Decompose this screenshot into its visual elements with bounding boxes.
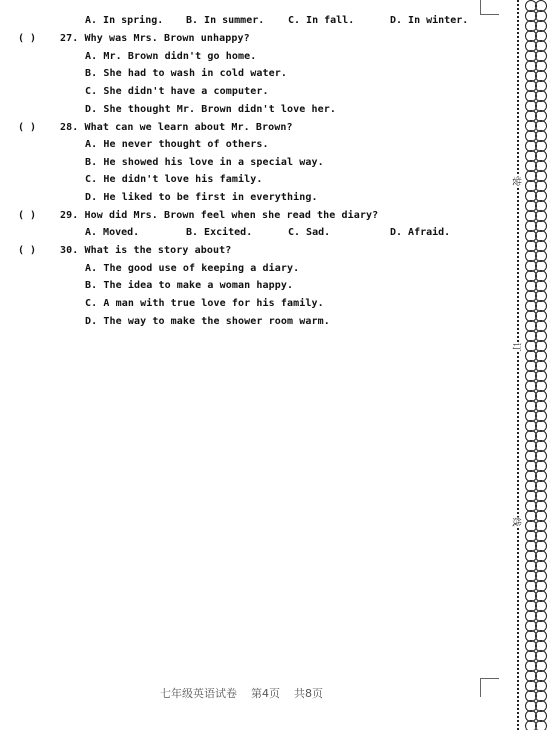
chain-ring — [526, 351, 537, 362]
chain-ring — [526, 541, 537, 552]
chain-ring — [526, 471, 537, 482]
chain-ring — [536, 631, 547, 642]
q26-option-c: C. In fall. — [288, 15, 355, 26]
chain-ring — [536, 161, 547, 172]
chain-ring — [526, 41, 537, 52]
chain-ring — [526, 111, 537, 122]
chain-ring — [526, 561, 537, 572]
chain-ring — [526, 1, 537, 12]
chain-ring — [526, 601, 537, 612]
chain-ring — [536, 211, 547, 222]
chain-ring — [526, 201, 537, 212]
chain-ring — [536, 461, 547, 472]
chain-ring — [536, 341, 547, 352]
chain-ring — [526, 361, 537, 372]
chain-ring — [536, 661, 547, 672]
chain-ring — [536, 331, 547, 342]
chain-ring — [536, 531, 547, 542]
chain-ring — [526, 711, 537, 722]
chain-ring — [536, 491, 547, 502]
crop-mark-top — [480, 0, 499, 15]
chain-ring — [526, 211, 537, 222]
chain-ring — [526, 501, 537, 512]
chain-ring — [536, 711, 547, 722]
chain-ring — [536, 21, 547, 32]
chain-ring — [536, 101, 547, 112]
chain-ring — [536, 281, 547, 292]
chain-ring — [526, 11, 537, 22]
chain-ring — [536, 271, 547, 282]
chain-ring — [536, 141, 547, 152]
question-27-option-c: C. She didn't have a computer. — [85, 86, 269, 97]
binding-mark-zhuang: 装 — [510, 176, 521, 186]
chain-ring — [526, 591, 537, 602]
chain-ring — [536, 581, 547, 592]
chain-ring — [526, 311, 537, 322]
question-27-stem: 27. Why was Mrs. Brown unhappy? — [60, 33, 250, 44]
chain-ring — [536, 321, 547, 332]
chain-ring — [526, 401, 537, 412]
answer-blank-29[interactable]: ( ) — [18, 210, 37, 221]
chain-ring — [526, 671, 537, 682]
chain-ring — [526, 181, 537, 192]
chain-ring — [536, 151, 547, 162]
binding-mark-xian: 线 — [510, 517, 521, 527]
chain-ring — [526, 101, 537, 112]
chain-ring — [536, 431, 547, 442]
chain-ring — [536, 501, 547, 512]
chain-ring — [526, 131, 537, 142]
chain-ring — [526, 171, 537, 182]
chain-ring — [536, 591, 547, 602]
chain-ring — [536, 171, 547, 182]
question-29-option-d: D. Afraid. — [390, 227, 451, 238]
chain-ring — [526, 251, 537, 262]
chain-ring — [536, 601, 547, 612]
chain-ring — [536, 261, 547, 272]
chain-ring — [526, 651, 537, 662]
chain-ring — [536, 651, 547, 662]
question-27-option-d: D. She thought Mr. Brown didn't love her. — [85, 104, 336, 115]
question-30-option-c: C. A man with true love for his family. — [85, 298, 324, 309]
chain-ring — [536, 671, 547, 682]
question-28-stem: 28. What can we learn about Mr. Brown? — [60, 122, 293, 133]
chain-ring — [526, 571, 537, 582]
chain-ring — [526, 391, 537, 402]
chain-ring — [526, 241, 537, 252]
question-30-option-d: D. The way to make the shower room warm. — [85, 316, 330, 327]
chain-ring — [526, 141, 537, 152]
chain-ring — [526, 91, 537, 102]
q26-option-d: D. In winter. — [390, 15, 469, 26]
question-30-option-b: B. The idea to make a woman happy. — [85, 280, 294, 291]
question-27-option-a: A. Mr. Brown didn't go home. — [85, 51, 257, 62]
chain-ring — [526, 611, 537, 622]
chain-ring — [526, 291, 537, 302]
chain-ring — [536, 561, 547, 572]
chain-ring — [526, 491, 537, 502]
question-28-option-b: B. He showed his love in a special way. — [85, 157, 324, 168]
chain-ring — [536, 81, 547, 92]
chain-ring — [526, 261, 537, 272]
chain-ring — [536, 571, 547, 582]
crop-mark-bottom — [480, 678, 499, 697]
chain-ring — [536, 121, 547, 132]
chain-ring — [526, 341, 537, 352]
chain-ring — [536, 31, 547, 42]
chain-ring — [536, 241, 547, 252]
answer-blank-30[interactable]: ( ) — [18, 245, 37, 256]
chain-ring — [526, 511, 537, 522]
question-29-option-c: C. Sad. — [288, 227, 331, 238]
chain-ring — [526, 331, 537, 342]
chain-ring — [536, 221, 547, 232]
question-29-stem: 29. How did Mrs. Brown feel when she read the diary? — [60, 210, 379, 221]
chain-ring — [526, 21, 537, 32]
chain-ring — [536, 201, 547, 212]
chain-ring — [536, 401, 547, 412]
chain-ring — [536, 41, 547, 52]
chain-ring — [536, 471, 547, 482]
chain-ring — [526, 531, 537, 542]
chain-ring — [536, 91, 547, 102]
binding-dotted-line — [517, 0, 519, 730]
chain-ring — [526, 281, 537, 292]
chain-ring — [536, 391, 547, 402]
chain-ring — [526, 61, 537, 72]
question-29-option-b: B. Excited. — [186, 227, 253, 238]
chain-ring — [526, 81, 537, 92]
chain-ring — [536, 701, 547, 712]
chain-border-decoration — [524, 0, 549, 730]
chain-ring — [536, 181, 547, 192]
chain-ring — [536, 451, 547, 462]
chain-ring — [536, 371, 547, 382]
chain-ring — [536, 231, 547, 242]
chain-ring — [526, 151, 537, 162]
chain-ring — [526, 521, 537, 532]
q26-option-b: B. In summer. — [186, 15, 265, 26]
chain-ring — [536, 301, 547, 312]
chain-ring — [526, 51, 537, 62]
answer-blank-28[interactable]: ( ) — [18, 122, 37, 133]
chain-ring — [526, 581, 537, 592]
chain-ring — [526, 621, 537, 632]
chain-ring — [526, 161, 537, 172]
question-28-option-a: A. He never thought of others. — [85, 139, 269, 150]
chain-ring — [536, 291, 547, 302]
chain-ring — [536, 351, 547, 362]
chain-ring — [526, 271, 537, 282]
chain-ring — [536, 641, 547, 652]
chain-ring — [526, 661, 537, 672]
chain-ring — [536, 51, 547, 62]
binding-mark-ding: 订 — [510, 342, 521, 352]
q26-option-a: A. In spring. — [85, 15, 164, 26]
chain-ring — [526, 431, 537, 442]
chain-ring — [536, 511, 547, 522]
question-29-option-a: A. Moved. — [85, 227, 140, 238]
question-28-option-c: C. He didn't love his family. — [85, 174, 263, 185]
chain-ring — [526, 631, 537, 642]
chain-ring — [526, 371, 537, 382]
chain-ring — [526, 441, 537, 452]
chain-ring — [536, 1, 547, 12]
question-30-stem: 30. What is the story about? — [60, 245, 232, 256]
chain-ring — [536, 251, 547, 262]
chain-ring — [536, 441, 547, 452]
chain-ring — [536, 421, 547, 432]
chain-ring — [526, 381, 537, 392]
chain-ring — [536, 191, 547, 202]
page-footer: 七年级英语试卷 第4页 共8页 — [160, 687, 323, 700]
answer-blank-27[interactable]: ( ) — [18, 33, 37, 44]
chain-ring — [536, 311, 547, 322]
chain-ring — [526, 451, 537, 462]
chain-ring — [526, 191, 537, 202]
chain-ring — [526, 641, 537, 652]
chain-ring — [536, 621, 547, 632]
chain-ring — [526, 551, 537, 562]
chain-ring — [536, 681, 547, 692]
chain-ring — [526, 231, 537, 242]
chain-ring — [526, 481, 537, 492]
chain-ring — [526, 411, 537, 422]
question-30-option-a: A. The good use of keeping a diary. — [85, 263, 300, 274]
chain-ring — [536, 71, 547, 82]
question-27-option-b: B. She had to wash in cold water. — [85, 68, 287, 79]
question-28-option-d: D. He liked to be first in everything. — [85, 192, 318, 203]
chain-ring — [536, 61, 547, 72]
chain-ring — [536, 551, 547, 562]
chain-ring — [536, 521, 547, 532]
chain-ring — [536, 361, 547, 372]
chain-ring — [526, 221, 537, 232]
chain-ring — [526, 31, 537, 42]
chain-ring — [536, 541, 547, 552]
chain-ring — [526, 71, 537, 82]
chain-ring — [526, 461, 537, 472]
chain-ring — [526, 301, 537, 312]
chain-ring — [536, 481, 547, 492]
chain-ring — [526, 701, 537, 712]
chain-ring — [536, 611, 547, 622]
chain-ring — [536, 411, 547, 422]
chain-ring — [526, 421, 537, 432]
chain-ring — [526, 321, 537, 332]
chain-ring — [536, 11, 547, 22]
chain-ring — [526, 121, 537, 132]
chain-ring — [536, 381, 547, 392]
chain-ring — [526, 691, 537, 702]
chain-ring — [526, 681, 537, 692]
chain-ring — [536, 131, 547, 142]
chain-ring — [536, 111, 547, 122]
chain-ring — [536, 691, 547, 702]
